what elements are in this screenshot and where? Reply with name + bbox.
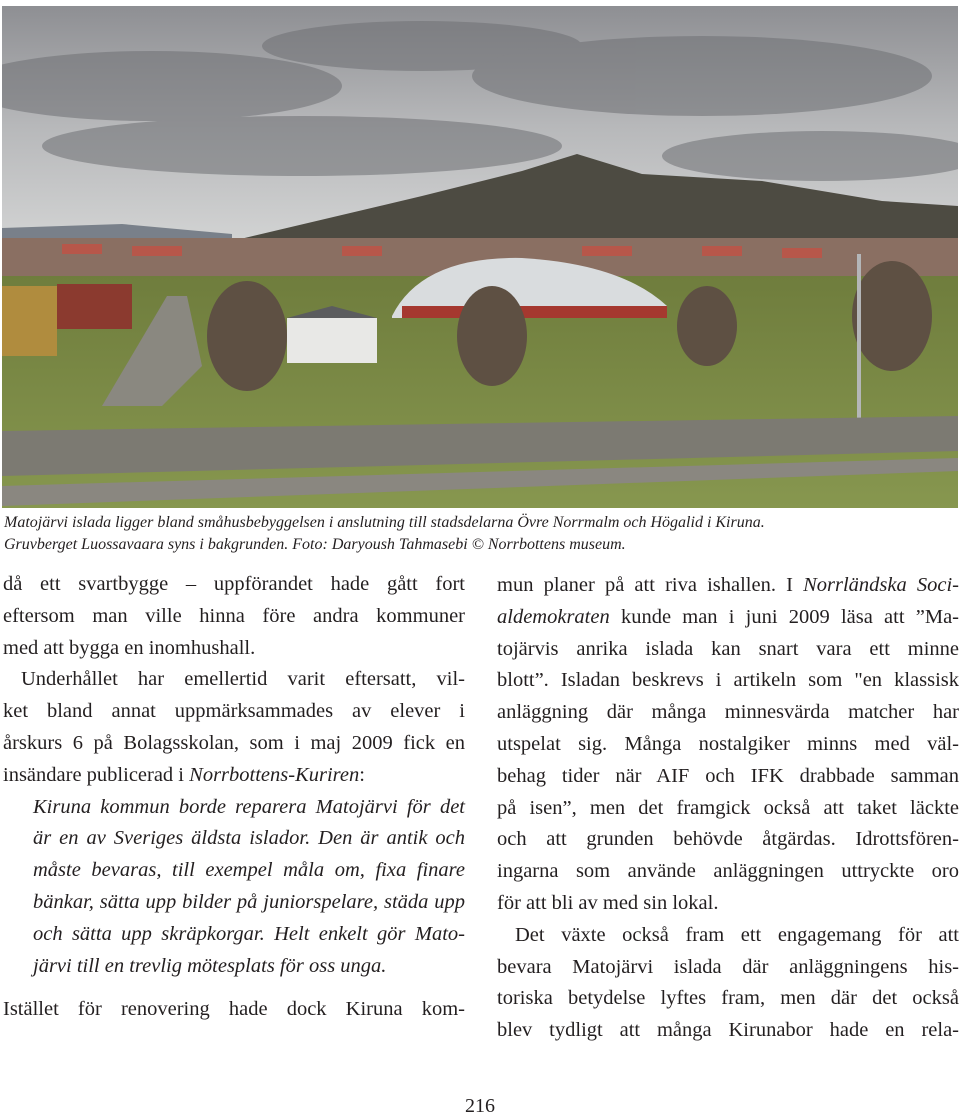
text-line: bevara Matojärvi islada där anläggningens his-: [497, 955, 959, 978]
street-lamp: [857, 254, 861, 439]
text-line: på isen”, men det framgick också att taket läckte: [497, 796, 959, 819]
yellow-house: [2, 286, 57, 356]
text-line: för att bli av med sin lokal.: [497, 891, 719, 914]
newspaper-title: Norrländska Soci-: [803, 574, 959, 596]
text-line: och att grunden behövde åtgärdas. Idrottsfören-: [497, 828, 959, 851]
text-line: utspelat sig. Många nostalgiker minns med väl-: [497, 732, 959, 755]
landscape-photo: [2, 6, 958, 508]
text-line: blott”. Isladan beskrevs i artikeln som "en klassisk: [497, 669, 959, 692]
text-line: tojärvis anrika islada kan snart vara ett minne: [497, 637, 959, 660]
quote-line: Kiruna kommun borde reparera Matojärvi för det: [33, 795, 465, 818]
text-line: då ett svartbygge – uppförandet hade gått fort: [3, 573, 465, 595]
text-line: ket bland annat uppmärksammades av elever i: [3, 700, 465, 723]
left-column: [3, 569, 465, 1026]
text-run: kunde man i juni 2009 läsa att ”Ma-: [609, 605, 959, 628]
red-house: [57, 284, 132, 329]
caption-line: Matojärvi islada ligger bland småhusbebyggelsen i anslutning till stadsdelarna Övre Norrmalm och Högalid i Kiruna.: [4, 514, 765, 531]
text-line: med att bygga en inomhushall.: [3, 636, 256, 659]
text-run: mun planer på att riva ishallen. I: [497, 574, 804, 596]
text-line: ingarna som använde anläggningen uttryckte oro: [497, 860, 959, 883]
quote-line: är en av Sveriges äldsta islador. Den är antik och: [33, 827, 465, 850]
quote-line: måste bevaras, till exempel måla om, fixa finare: [33, 859, 465, 882]
text-line: [3, 760, 465, 792]
quote-line: järvi till en trevlig mötesplats för oss unga.: [33, 954, 387, 977]
text-line: behag tider när AIF och IFK drabbade samman: [497, 764, 959, 787]
page-number: 216: [465, 1095, 495, 1117]
white-house: [287, 318, 377, 363]
ice-rink-base: [402, 306, 667, 318]
text-run: :: [359, 763, 365, 786]
text-run: insändare publicerad i: [3, 763, 190, 786]
block-quote: [3, 792, 465, 983]
text-line: eftersom man ville hinna före andra kommuner: [3, 604, 465, 627]
photo-caption: [4, 512, 954, 556]
newspaper-title: aldemokraten: [497, 605, 610, 628]
text-line: anläggning där många minnesvärda matcher har: [497, 701, 959, 724]
newspaper-title: Norrbottens-Kuriren: [189, 763, 360, 786]
quote-line: och sätta upp skräpkorgar. Helt enkelt gör Mato-: [33, 922, 465, 945]
text-line: [497, 602, 959, 634]
right-column: [497, 570, 959, 1047]
text-line: toriska betydelse lyftes fram, men där det också: [497, 987, 959, 1010]
text-line: Det växte också fram ett engagemang för att: [515, 923, 959, 946]
text-line: Underhållet har emellertid varit eftersatt, vil-: [21, 668, 465, 691]
text-line: [497, 570, 959, 602]
quote-line: bänkar, sätta upp bilder på juniorspelare, städa upp: [33, 890, 465, 913]
text-line: blev tydligt att många Kirunabor hade en rela-: [497, 1019, 959, 1042]
text-line: Istället för renovering hade dock Kiruna kom-: [3, 998, 465, 1021]
text-line: årskurs 6 på Bolagsskolan, som i maj 2009 fick en: [3, 731, 465, 754]
caption-line: Gruvberget Luossavaara syns i bakgrunden. Foto: Daryoush Tahmasebi © Norrbottens museum.: [4, 536, 626, 553]
